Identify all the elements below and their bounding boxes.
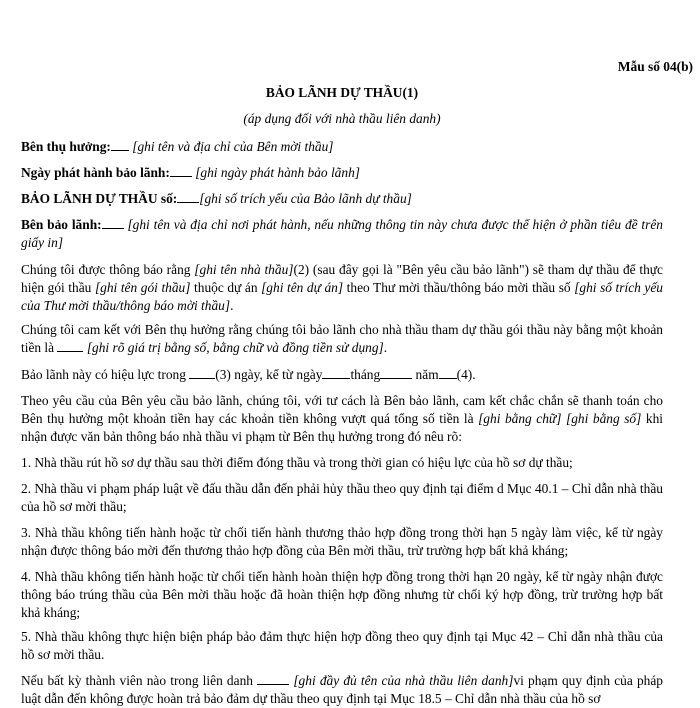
notification-paragraph	[21, 261, 663, 316]
list-item: 3. Nhà thầu không tiến hành hoặc từ chối tiến hành thương thảo hợp đồng trong thời hạn 5 ngày làm việc, kể từ ngày nhận được thông báo mời đến thương thảo hợp đồng của Bên mời thầu, trừ trường hợp bất khả kháng;	[21, 525, 663, 559]
paragraph-text: năm	[412, 367, 439, 382]
paragraph-text: Chúng tôi được thông báo rằng	[21, 262, 195, 277]
contractor-name-hint: [ghi tên nhà thầu]	[194, 262, 294, 277]
fill-blank	[170, 164, 192, 177]
paragraph-text: vi phạm quy định của pháp luật dẫn đến không được hoàn trả bảo đảm dự thầu theo quy định tại Mục 18.5 – Chỉ dẫn nhà thầu của hồ sơ	[21, 673, 663, 707]
fill-blank	[322, 366, 350, 379]
consortium-name-hint: [ghi đầy đủ tên của nhà thầu liên danh]	[293, 673, 514, 688]
list-item: 1. Nhà thầu rút hồ sơ dự thầu sau thời điểm đóng thầu và trong thời gian có hiệu lực của hồ sơ dự thầu;	[21, 455, 573, 470]
fill-blank	[111, 138, 129, 151]
guarantor-line	[21, 216, 663, 252]
fill-blank	[102, 216, 124, 229]
paragraph-text: Chúng tôi cam kết với Bên thụ hưởng rằng chúng tôi bảo lãnh cho nhà thầu tham dự thầu gói thầu này bằng một khoản tiền là	[21, 322, 663, 356]
fill-blank	[57, 339, 83, 352]
fill-blank	[257, 672, 289, 685]
document-title: BẢO LÃNH DỰ THẦU(1)	[265, 85, 419, 100]
paragraph-text: theo Thư mời thầu/thông báo mời thầu số	[343, 280, 575, 296]
paragraph-text: (3) ngày, kể từ ngày	[215, 367, 323, 382]
list-item: 2. Nhà thầu vi phạm pháp luật về đấu thầu dẫn đến phải hủy thầu theo quy định tại điểm d Mục 40.1 – Chỉ dẫn nhà thầu của hồ sơ mời thầu;	[21, 481, 663, 515]
list-item: 5. Nhà thầu không thực hiện biện pháp bảo đảm thực hiện hợp đồng theo quy định tại Mục 42 – Chỉ dẫn nhà thầu của hồ sơ mời thầu.	[21, 629, 663, 663]
paragraph-text: tháng	[350, 367, 381, 382]
paragraph-text: Theo yêu cầu của Bên yêu cầu bảo lãnh, chúng tôi, với tư cách là Bên bảo lãnh, cam kết chắc chắn sẽ thanh toán cho Bên thụ hưởng một khoản tiền hay các khoản tiền không vượt quá tổng số tiền là	[21, 393, 663, 427]
guarantor-label: Bên bảo lãnh:	[21, 217, 102, 232]
payment-paragraph	[21, 392, 663, 447]
project-name-hint: [ghi tên dự án]	[261, 280, 344, 296]
paragraph-text: khi nhận được văn bản thông báo nhà thầu vi phạm từ Bên thụ hưởng trong đó nêu rõ:	[21, 411, 663, 445]
fill-blank	[189, 366, 215, 379]
paragraph-text: thuộc dự án	[190, 280, 262, 296]
invitation-number-hint: [ghi số trích yếu của Thư mời thầu/thông báo mời thầu]	[21, 280, 663, 314]
amount-hint: [ghi rõ giá trị bằng số, bằng chữ và đồng tiền sử dụng]	[86, 340, 384, 356]
fill-blank	[177, 190, 199, 203]
paragraph-text: .	[383, 340, 388, 356]
paragraph-text: Nếu bất kỳ thành viên nào trong liên danh	[21, 673, 258, 688]
form-code: Mẫu số 04(b)	[617, 59, 693, 74]
package-name-hint: [ghi tên gói thầu]	[94, 280, 191, 296]
guarantee-number-line	[21, 190, 663, 208]
beneficiary-label: Bên thụ hưởng:	[21, 139, 111, 154]
fill-blank	[380, 366, 412, 379]
fill-blank	[439, 366, 457, 379]
guarantee-number-hint: [ghi số trích yếu của Bảo lãnh dự thầu]	[199, 191, 412, 206]
issue-date-line	[21, 164, 663, 182]
beneficiary-line	[21, 138, 663, 156]
paragraph-text: (2) (sau đây gọi là "Bên yêu cầu bảo lãnh") sẽ tham dự thầu để thực hiện gói thầu	[21, 262, 664, 296]
commitment-paragraph	[21, 321, 663, 357]
list-item: 4. Nhà thầu không tiến hành hoặc từ chối tiến hành hoàn thiện hợp đồng trong thời hạn 20 ngày, kể từ ngày nhận được thông báo trúng thầu của Bên mời thầu hoặc đã hoàn thiện hợp đồng nhưng từ chối ký hợp đồng, trừ trường hợp bất khả kháng;	[21, 569, 663, 621]
consortium-paragraph	[21, 672, 663, 708]
beneficiary-hint: [ghi tên và địa chỉ của Bên mời thầu]	[132, 139, 334, 154]
guarantor-hint: [ghi tên và địa chỉ nơi phát hành, nếu những thông tin này chưa được thể hiện ở phần tiêu đề trên giấy in]	[21, 217, 663, 251]
issue-date-label: Ngày phát hành bảo lãnh:	[21, 165, 170, 180]
paragraph-text: Bảo lãnh này có hiệu lực trong	[21, 367, 190, 382]
issue-date-hint: [ghi ngày phát hành bảo lãnh]	[195, 165, 360, 180]
validity-paragraph	[21, 366, 663, 384]
total-amount-hint: [ghi bằng chữ] [ghi bằng số]	[478, 411, 642, 427]
document-subtitle: (áp dụng đối với nhà thầu liên danh)	[243, 111, 441, 126]
guarantee-number-label: BẢO LÃNH DỰ THẦU số:	[21, 191, 178, 206]
paragraph-text: .	[230, 298, 234, 314]
paragraph-text: (4).	[456, 367, 476, 382]
